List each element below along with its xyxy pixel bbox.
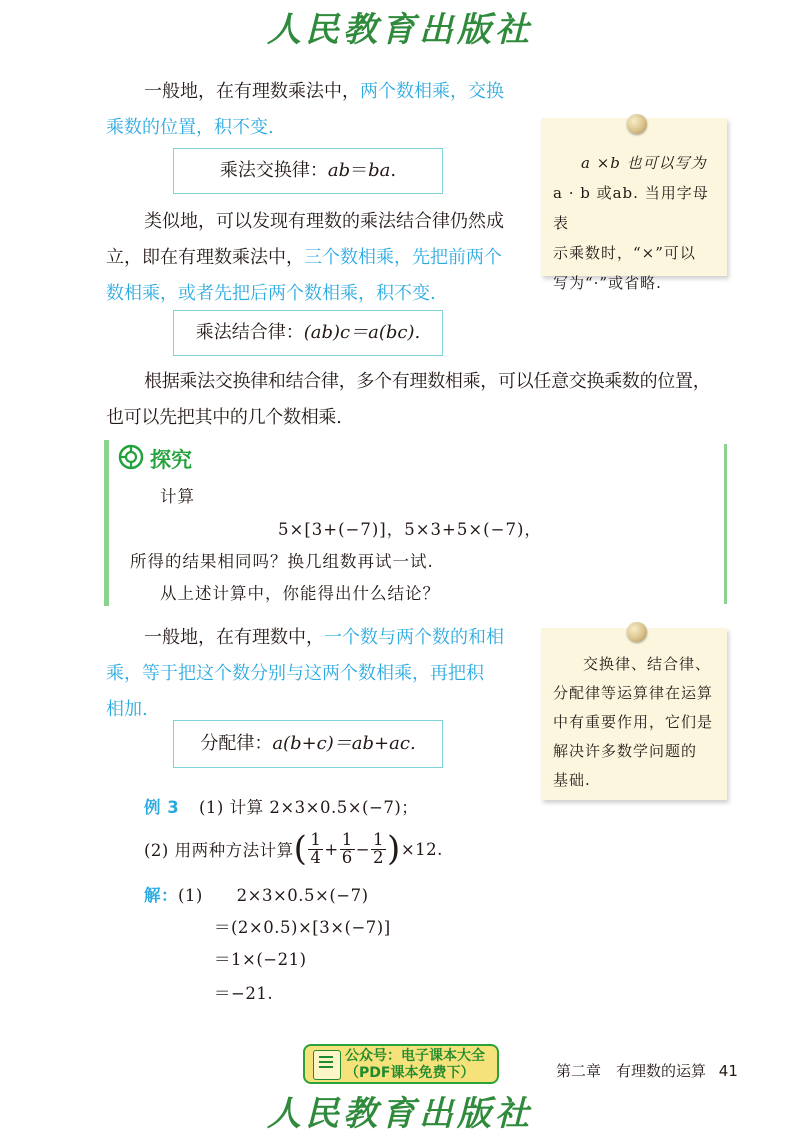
formula-part: ba: [368, 160, 391, 181]
badge-line: 公众号：电子课本大全: [345, 1048, 485, 1064]
explore-icon: [118, 444, 144, 474]
explore-left-bar: [104, 440, 109, 606]
explore-line: 所得的结果相同吗？换几组数再试一试.: [130, 552, 434, 571]
publisher-logo-bottom: 人民教育出版社: [267, 1094, 533, 1134]
text-highlight: 相加.: [106, 699, 148, 720]
page-number: 41: [718, 1062, 738, 1080]
solution-line-1: [144, 882, 369, 906]
operator: +: [324, 839, 339, 859]
solution-step: 2×3×0.5×(−7): [236, 886, 369, 905]
paragraph-multiple-factors: [106, 364, 746, 436]
solution-part: (1): [178, 886, 203, 905]
question-text: (1) 计算 2×3×0.5×(−7)；: [198, 798, 419, 817]
paren-close: ): [387, 829, 401, 869]
formula-part: ab: [327, 160, 351, 181]
text-highlight: 数相乘，或者先把后两个数相乘，积不变.: [106, 283, 436, 304]
fraction-half: $\frac{1}{2}$: [373, 830, 385, 867]
pin-icon: [627, 114, 647, 134]
sticky-note-notation: [541, 118, 727, 292]
paragraph-commutative: [106, 74, 524, 146]
example-question-2: [144, 826, 443, 872]
question-text: (2) 用两种方法计算: [144, 841, 294, 860]
operator: −: [355, 839, 371, 859]
page-footer: [556, 1060, 738, 1081]
note-line: 基础.: [553, 771, 591, 789]
badge-line: （PDF课本免费下）: [345, 1065, 475, 1081]
text-plain: 一般地，在有理数中，: [144, 627, 324, 648]
fraction-sixth: $\frac{1}{6}$: [341, 830, 353, 867]
sticky-note-laws: [541, 628, 727, 800]
book-icon: [313, 1050, 341, 1080]
paren-open: (: [293, 829, 308, 869]
law-label: 乘法结合律：: [195, 322, 304, 343]
commutative-law-box: [173, 148, 443, 194]
paragraph-associative: [106, 204, 526, 312]
explore-title: 探究: [150, 448, 192, 472]
formula: a(b+c)＝ab+ac.: [272, 733, 416, 754]
fraction-quarter: $\frac{1}{4}$: [310, 830, 322, 867]
formula: (ab)c＝a(bc).: [303, 322, 421, 343]
text-highlight: 乘数的位置，积不变.: [106, 117, 274, 138]
text-plain: 一般地，在有理数乘法中，: [144, 81, 360, 102]
text-plain: 立，即在有理数乘法中，: [106, 247, 304, 268]
text-highlight: 一个数与两个数的和相: [324, 627, 504, 648]
law-label: 乘法交换律：: [219, 160, 328, 181]
solution-step: ＝1×(−21): [214, 950, 307, 969]
note-line: a ×b 也可以写为: [581, 154, 707, 172]
paragraph-distributive: [106, 620, 526, 728]
text-highlight: 乘，等于把这个数分别与这两个数相乘，再把积: [106, 663, 484, 684]
explore-line: 计算: [160, 487, 195, 506]
note-line: 解决许多数学问题的: [553, 742, 698, 760]
publisher-logo-top: 人民教育出版社: [267, 10, 533, 50]
explore-line: 从上述计算中，你能得出什么结论？: [160, 584, 440, 603]
note-line: 交换律、结合律、: [583, 655, 712, 673]
text-plain: 根据乘法交换律和结合律，多个有理数相乘，可以任意交换乘数的位置，: [144, 371, 711, 392]
example-label: 例 3: [144, 798, 180, 817]
note-line: a · b 或ab. 当用字母表: [553, 184, 709, 232]
solution-step: ＝−21.: [214, 984, 274, 1003]
formula-part: ＝: [350, 160, 369, 181]
text-highlight: 两个数相乘，交换: [360, 81, 504, 102]
explore-expression: 5×[3+(−7)]，5×3+5×(−7)，: [278, 520, 542, 539]
note-line: 写为“·”或省略.: [553, 274, 662, 292]
distributive-law-box: [173, 720, 443, 768]
note-line: 中有重要作用，它们是: [553, 713, 714, 731]
question-text: ×12.: [400, 839, 443, 859]
pin-icon: [627, 622, 647, 642]
text-plain: 也可以先把其中的几个数相乘.: [106, 407, 342, 428]
law-label: 分配律：: [200, 733, 273, 754]
solution-step: ＝(2×0.5)×[3×(−7)]: [214, 918, 391, 937]
text-highlight: 三个数相乘，先把前两个: [304, 247, 502, 268]
example-question-1: [144, 794, 418, 818]
solution-label: 解：: [144, 886, 178, 905]
text-plain: 类似地，可以发现有理数的乘法结合律仍然成: [144, 211, 504, 232]
associative-law-box: [173, 310, 443, 356]
explore-right-bar: [724, 444, 727, 604]
note-line: 分配律等运算律在运算: [553, 684, 714, 702]
wechat-badge: [303, 1044, 499, 1084]
formula-part: .: [390, 160, 397, 181]
note-line: 示乘数时，“×”可以: [553, 244, 696, 262]
chapter-title: 第二章 有理数的运算: [556, 1062, 707, 1080]
